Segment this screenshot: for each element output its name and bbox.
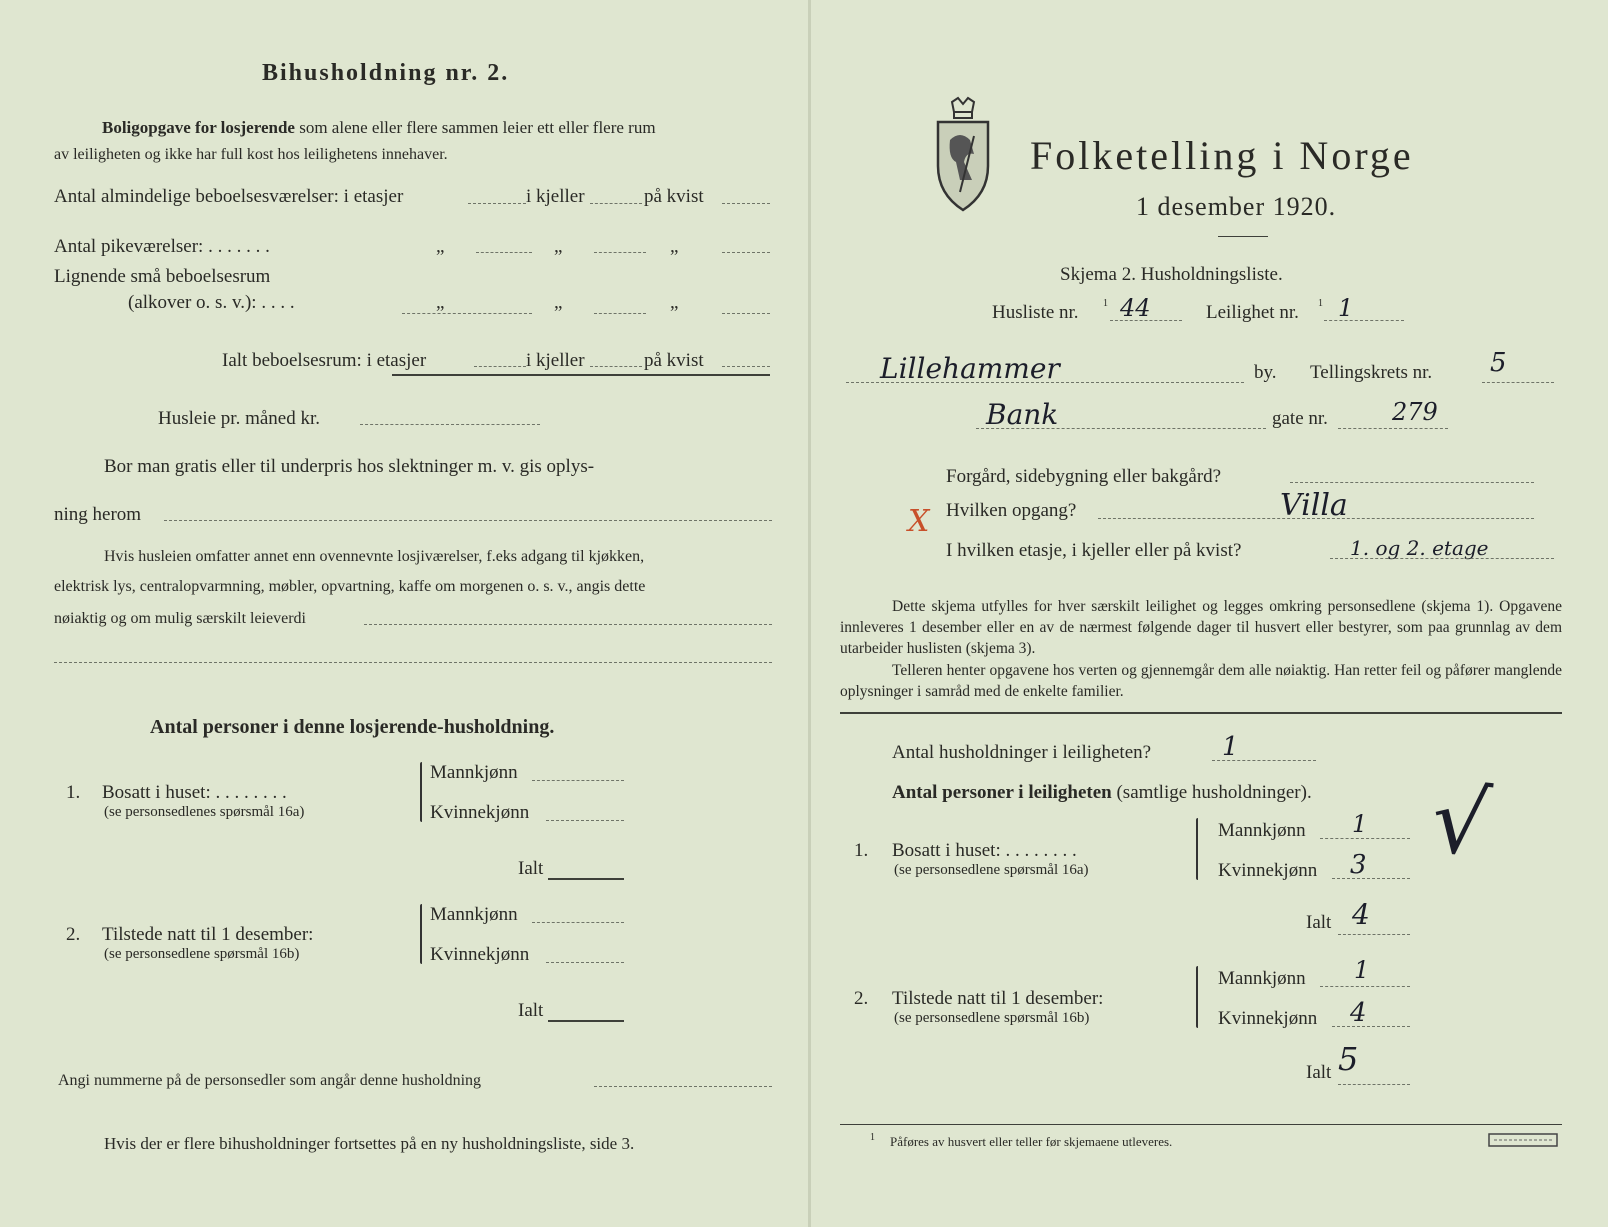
krets-field[interactable] [1482, 382, 1554, 383]
forgard-label: Forgård, sidebygning eller bakgård? [946, 466, 1222, 487]
left-q2-kvinne-field[interactable] [546, 962, 624, 963]
right-q1-kvinne-field[interactable] [1332, 878, 1410, 879]
intro-bold: Boligopgave for losjerende [102, 118, 295, 137]
left-persons-title: Antal personer i denne losjerende-husholdning. [150, 716, 555, 738]
forgard-field[interactable] [1290, 482, 1534, 483]
husliste-footnote-mark: 1 [1103, 298, 1108, 309]
right-persons-title-line [892, 782, 1312, 804]
right-persons-title-rest: (samtlige husholdninger). [1116, 782, 1312, 803]
left-q1-mann-field[interactable] [532, 780, 624, 781]
left-q2-mann-label: Mannkjønn [430, 904, 518, 925]
extra-line-3: nøiaktig og om mulig særskilt leieverdi [54, 610, 306, 627]
left-q1-kvinne-field[interactable] [546, 820, 624, 821]
page-fold [808, 0, 811, 1227]
left-q1-ialt-label: Ialt [518, 858, 544, 879]
left-q2-brace [420, 904, 422, 964]
street-field[interactable] [976, 428, 1266, 429]
left-q1-sub: (se personsedlenes spørsmål 16a) [104, 804, 305, 820]
mark-x: X [908, 504, 930, 539]
left-q2-ialt-field[interactable] [548, 1020, 624, 1022]
right-q2-label: Tilstede natt til 1 desember: [892, 988, 1104, 1009]
left-q1-brace [420, 762, 422, 822]
opgang-field[interactable] [1098, 518, 1534, 519]
husleie-field[interactable] [360, 424, 540, 425]
ialt-etasjer-field[interactable] [474, 366, 526, 367]
almindelige-kjeller-field[interactable] [590, 203, 642, 204]
krets-label: Tellingskrets nr. [1310, 362, 1433, 383]
antal-hush-value: 1 [1222, 732, 1239, 762]
gratis-field[interactable] [164, 520, 772, 521]
extra-line-2: elektrisk lys, centralopvarmning, møbler, opvartning, kaffe om morgenen o. s. v., angis dette [54, 578, 646, 595]
left-q1-num: 1. [66, 782, 81, 803]
left-q1-label: Bosatt i huset: . . . . . . . . [102, 782, 287, 803]
opgang-label: Hvilken opgang? [946, 500, 1077, 521]
left-q2-sub: (se personsedlene spørsmål 16b) [104, 946, 300, 962]
intro-line-1 [102, 118, 656, 138]
pike-kjeller-field[interactable] [594, 252, 646, 253]
footnote-text: Påføres av husvert eller teller før skjemaene utleveres. [890, 1134, 1173, 1149]
antal-hush-label: Antal husholdninger i leiligheten? [892, 742, 1152, 763]
leilighet-footnote-mark: 1 [1318, 298, 1323, 309]
right-q1-mann-label: Mannkjønn [1218, 820, 1306, 841]
husleie-label: Husleie pr. måned kr. [158, 408, 320, 429]
right-q2-kvinne-label: Kvinnekjønn [1218, 1008, 1318, 1029]
krets-value: 5 [1490, 348, 1507, 378]
schema-label: Skjema 2. Husholdningsliste. [1060, 264, 1283, 285]
almindelige-kvist-label: på kvist [644, 186, 704, 207]
left-q2-num: 2. [66, 924, 81, 945]
leieverdi-field-2[interactable] [54, 662, 772, 663]
gratis-line-2: ning herom [54, 504, 142, 525]
lignende-kjeller-field[interactable] [594, 313, 646, 314]
pike-ditto-3: „ [670, 236, 679, 257]
lignende-ditto-1: „ [436, 292, 445, 313]
leilighet-field[interactable] [1324, 320, 1404, 321]
ialt-kvist-field[interactable] [722, 366, 770, 367]
coat-of-arms-icon [930, 96, 996, 214]
leilighet-label: Leilighet nr. [1206, 302, 1299, 323]
right-q1-brace [1196, 818, 1198, 880]
right-q2-mann-field[interactable] [1320, 986, 1410, 987]
husliste-field[interactable] [1110, 320, 1182, 321]
left-footer: Hvis der er flere bihusholdninger fortsettes på en ny husholdningsliste, side 3. [104, 1134, 635, 1153]
almindelige-kvist-field[interactable] [722, 203, 770, 204]
city-value: Lillehammer [880, 352, 1060, 385]
right-q2-sub: (se personsedlene spørsmål 16b) [894, 1010, 1090, 1026]
gate-value: 279 [1392, 398, 1438, 426]
etasje-value: 1. og 2. etage [1350, 536, 1489, 560]
left-q2-label: Tilstede natt til 1 desember: [102, 924, 314, 945]
etasje-field[interactable] [1330, 558, 1554, 559]
almindelige-etasjer-field[interactable] [468, 203, 526, 204]
almindelige-kjeller-label: i kjeller [526, 186, 585, 207]
check-mark: √ [1426, 767, 1495, 878]
right-q2-mann-value: 1 [1354, 956, 1370, 984]
right-q2-mann-label: Mannkjønn [1218, 968, 1306, 989]
right-q2-brace [1196, 966, 1198, 1028]
left-q2-mann-field[interactable] [532, 922, 624, 923]
left-q2-kvinne-label: Kvinnekjønn [430, 944, 530, 965]
footnote-divider [840, 1124, 1562, 1125]
left-title: Bihusholdning nr. 2. [262, 60, 510, 86]
right-q1-kvinne-value: 3 [1350, 850, 1367, 880]
right-title: Folketelling i Norge [1030, 133, 1414, 178]
info-divider [840, 712, 1562, 714]
almindelige-label: Antal almindelige beboelsesværelser: i etasjer [54, 186, 404, 207]
ialt-kjeller-label: i kjeller [526, 350, 585, 371]
printer-stamp-icon [1488, 1132, 1558, 1148]
right-q1-ialt-label: Ialt [1306, 912, 1332, 933]
lignende-ditto-3: „ [670, 292, 679, 313]
by-label: by. [1254, 362, 1277, 383]
intro-line-2: av leiligheten og ikke har full kost hos leilighetens innehaver. [54, 146, 448, 163]
angi-field[interactable] [594, 1086, 772, 1087]
title-divider [1218, 236, 1268, 237]
street-value: Bank [986, 398, 1059, 431]
pike-kvist-field[interactable] [722, 252, 770, 253]
info-paragraph-2: Telleren henter opgavene hos verten og gjennemgår dem alle nøiaktig. Han retter feil og påfører manglende oplysninger i samråd med de enkelte familier. [840, 662, 1562, 700]
right-q1-label: Bosatt i huset: . . . . . . . . [892, 840, 1077, 861]
left-q1-ialt-field[interactable] [548, 878, 624, 880]
etasje-label: I hvilken etasje, i kjeller eller på kvist? [946, 540, 1242, 561]
info-paragraph-1: Dette skjema utfylles for hver særskilt leilighet og legges omkring personsedlene (skjema 1). Opgavene innleveres 1 desember eller en av de nærmest følgende dager til husvert eller bestyrer, som paa grunnlag av dem utarbeider huslisten (skjema 3). [840, 598, 1562, 657]
pike-ditto-2: „ [554, 236, 563, 257]
ialt-beboelsesrum-label: Ialt beboelsesrum: i etasjer [222, 350, 427, 371]
left-q1-mann-label: Mannkjønn [430, 762, 518, 783]
extra-line-1: Hvis husleien omfatter annet enn ovennevnte losjiværelser, f.eks adgang til kjøkken, [104, 548, 645, 565]
lignende-label-2: (alkover o. s. v.): . . . . [128, 292, 295, 313]
pike-etasjer-field[interactable] [476, 252, 532, 253]
city-field[interactable] [846, 382, 1244, 383]
gate-field[interactable] [1338, 428, 1448, 429]
left-q2-ialt-label: Ialt [518, 1000, 544, 1021]
lignende-ditto-2: „ [554, 292, 563, 313]
right-q1-ialt-value: 4 [1352, 898, 1370, 931]
right-q1-sub: (se personsedlene spørsmål 16a) [894, 862, 1089, 878]
right-q1-ialt-field[interactable] [1338, 934, 1410, 935]
right-q2-kvinne-field[interactable] [1332, 1026, 1410, 1027]
right-q1-num: 1. [854, 840, 869, 861]
ialt-underline [392, 374, 770, 376]
intro-rest: som alene eller flere sammen leier ett eller flere rum [299, 118, 656, 137]
right-q1-mann-value: 1 [1352, 810, 1368, 838]
antal-hush-field[interactable] [1212, 760, 1316, 761]
ialt-kjeller-field[interactable] [590, 366, 642, 367]
right-persons-title: Antal personer i leiligheten [892, 782, 1112, 803]
lignende-label-1: Lignende små beboelsesrum [54, 266, 271, 287]
leieverdi-field[interactable] [364, 624, 772, 625]
right-q2-ialt-label: Ialt [1306, 1062, 1332, 1083]
footnote-number: 1 [870, 1132, 875, 1143]
right-q2-ialt-field[interactable] [1338, 1084, 1410, 1085]
gratis-line-1: Bor man gratis eller til underpris hos slektninger m. v. gis oplys- [104, 456, 595, 477]
pike-label: Antal pikeværelser: . . . . . . . [54, 236, 270, 257]
lignende-etasjer-field[interactable] [402, 313, 532, 314]
angi-label: Angi nummerne på de personsedler som angår denne husholdning [58, 1072, 482, 1089]
right-q1-kvinne-label: Kvinnekjønn [1218, 860, 1318, 881]
lignende-kvist-field[interactable] [722, 313, 770, 314]
husliste-label: Husliste nr. [992, 302, 1079, 323]
opgang-value: Villa [1280, 488, 1348, 523]
right-q2-ialt-value: 5 [1338, 1040, 1359, 1078]
husliste-value: 44 [1120, 294, 1151, 322]
right-date: 1 desember 1920. [1136, 192, 1337, 221]
right-q2-kvinne-value: 4 [1350, 998, 1367, 1028]
gate-label: gate nr. [1272, 408, 1328, 429]
left-q1-kvinne-label: Kvinnekjønn [430, 802, 530, 823]
right-q1-mann-field[interactable] [1320, 838, 1410, 839]
leilighet-value: 1 [1338, 294, 1354, 322]
pike-ditto-1: „ [436, 236, 445, 257]
ialt-kvist-label: på kvist [644, 350, 704, 371]
right-q2-num: 2. [854, 988, 869, 1009]
